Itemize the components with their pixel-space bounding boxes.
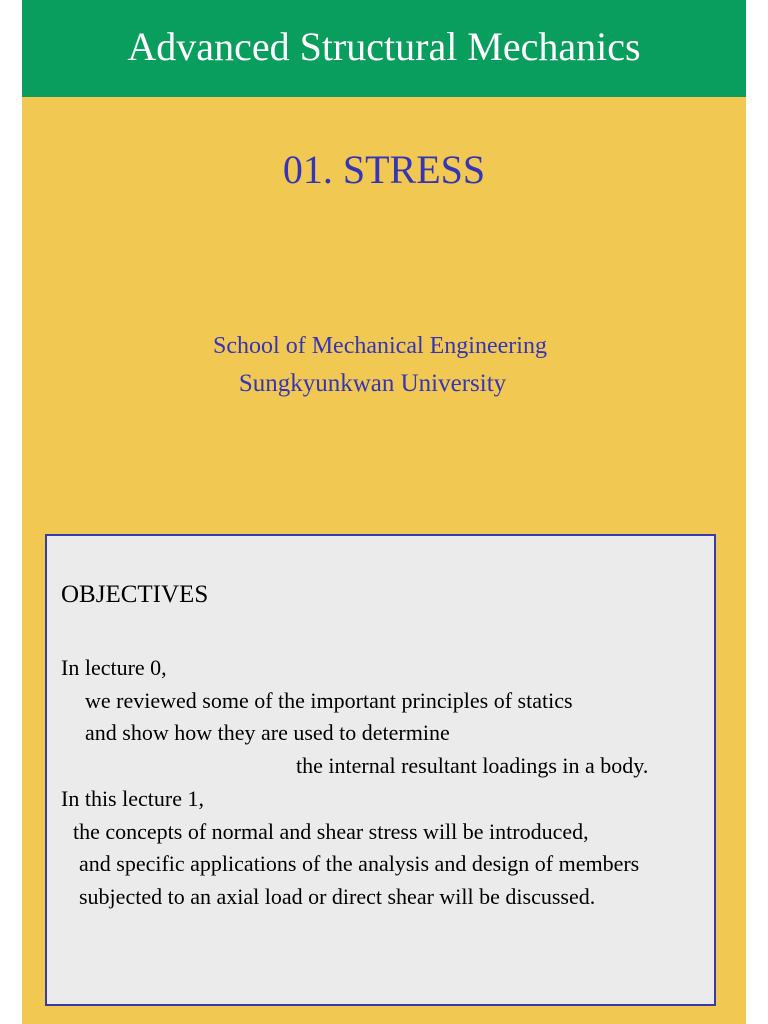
header-band xyxy=(22,0,746,97)
objectives-line: In lecture 0, xyxy=(61,655,167,680)
lecture-title: 01. STRESS xyxy=(282,147,486,192)
objectives-line: and show how they are used to determine xyxy=(85,720,450,745)
objectives-line: In this lecture 1, xyxy=(61,786,204,811)
objectives-box xyxy=(45,534,716,1006)
objectives-heading: OBJECTIVES xyxy=(61,581,209,608)
objectives-line: and specific applications of the analysis and design of members xyxy=(79,851,640,876)
objectives-line: we reviewed some of the important principles of statics xyxy=(85,688,573,713)
course-title: Advanced Structural Mechanics xyxy=(127,24,641,69)
objectives-line: subjected to an axial load or direct shear will be discussed. xyxy=(79,884,596,909)
objectives-line: the internal resultant loadings in a body. xyxy=(296,753,649,778)
university-name: Sungkyunkwan University xyxy=(238,370,507,397)
school-name: School of Mechanical Engineering xyxy=(213,333,547,359)
objectives-line: the concepts of normal and shear stress will be introduced, xyxy=(73,819,589,844)
title-slide xyxy=(22,0,746,1024)
